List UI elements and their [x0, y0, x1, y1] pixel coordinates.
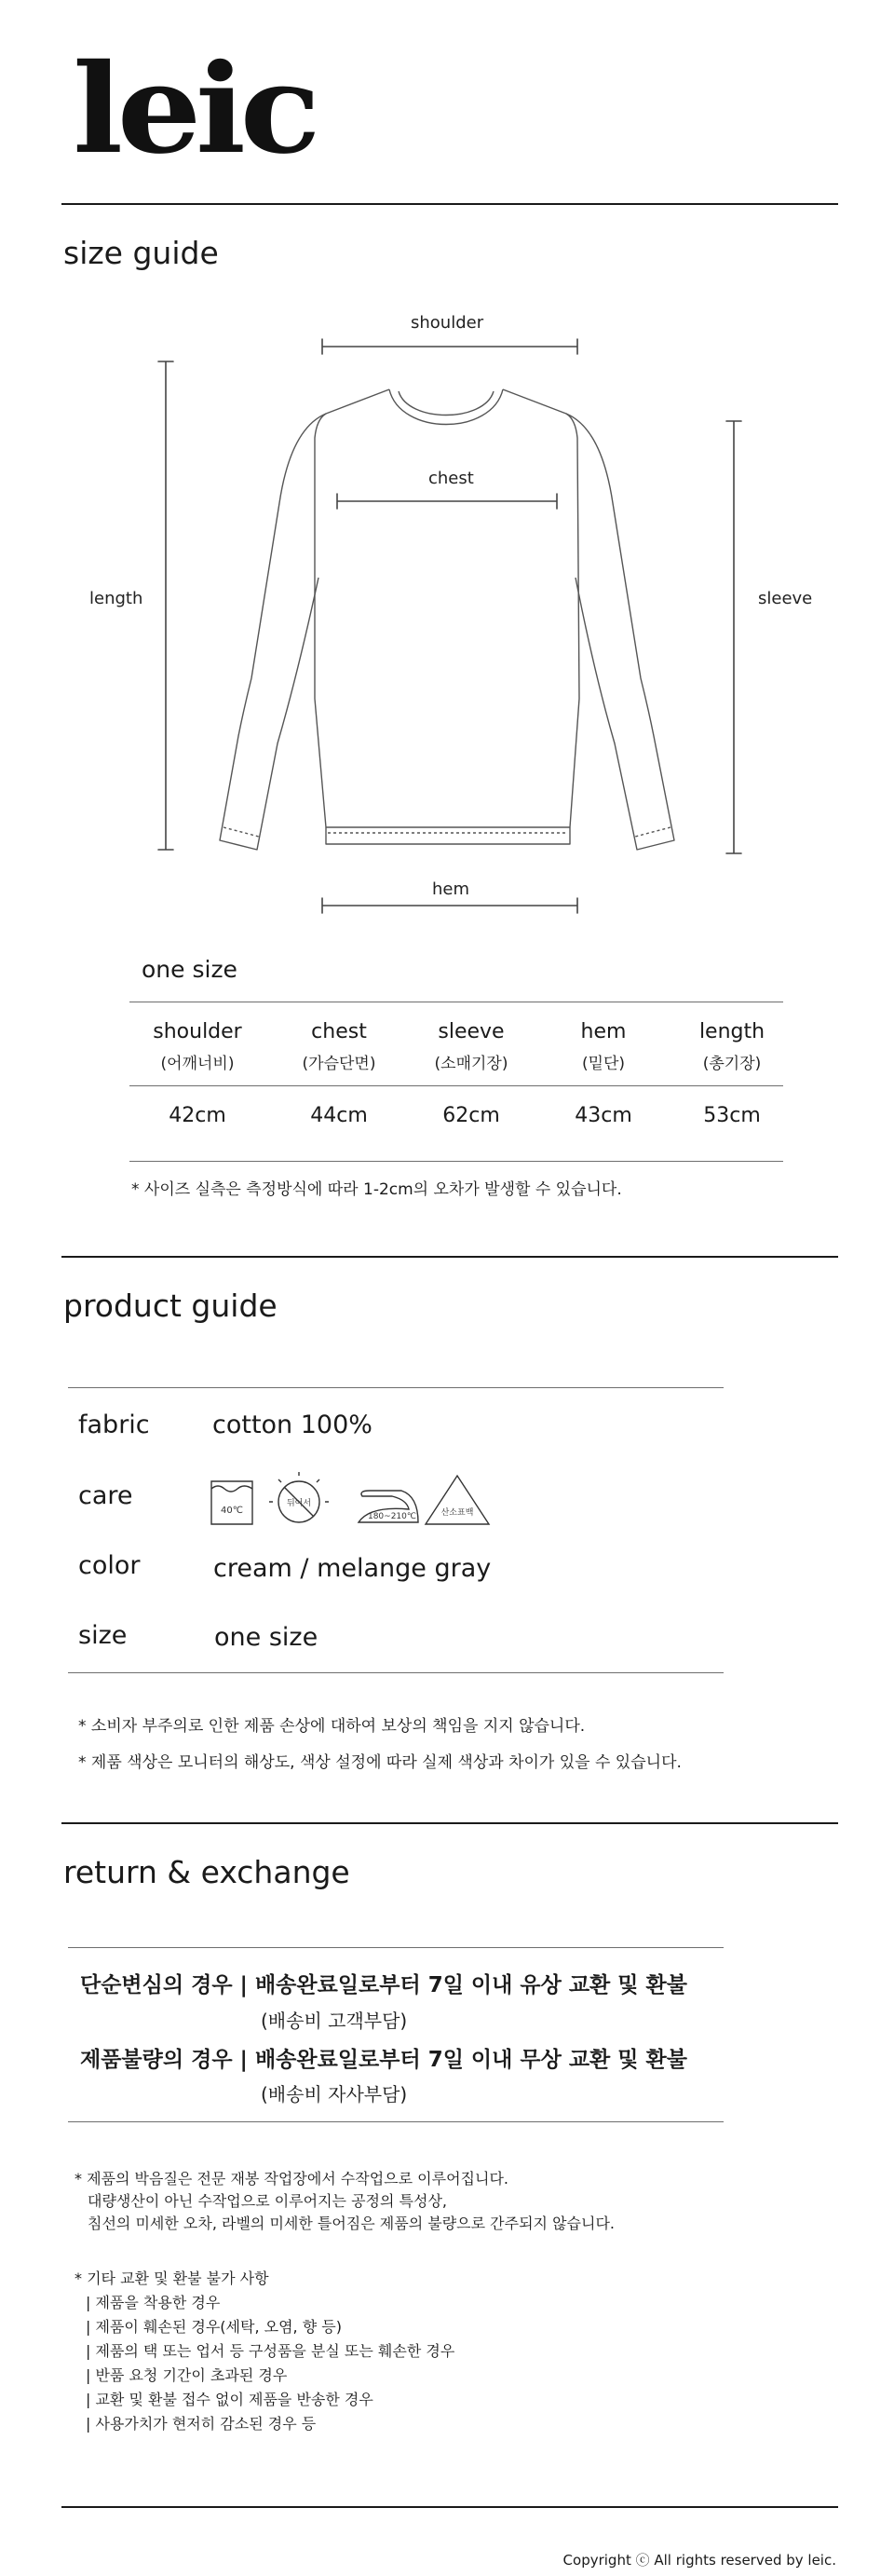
size-note: * 사이즈 실측은 측정방식에 따라 1-2cm의 오차가 발생할 수 있습니다. — [131, 1180, 622, 1199]
length-label: length — [89, 589, 143, 608]
copyright: Copyright ⓒ All rights reserved by leic. — [562, 2552, 836, 2569]
product-note-1: * 소비자 부주의로 인한 제품 손상에 대하여 보상의 책임을 지지 않습니다. — [78, 1717, 586, 1736]
size-label: size — [78, 1621, 128, 1650]
shirt-outline — [220, 389, 674, 850]
value-length: 53cm — [703, 1104, 761, 1127]
care-label: care — [78, 1481, 133, 1510]
product-guide-title: product guide — [63, 1288, 278, 1324]
brand-logo: leic — [73, 37, 315, 182]
column-subheader-length: (총기장) — [702, 1055, 762, 1073]
column-header-sleeve: sleeve — [438, 1020, 505, 1043]
return-bottom-line — [68, 2121, 724, 2122]
value-shoulder: 42cm — [169, 1104, 226, 1127]
column-subheader-hem: (밑단) — [581, 1055, 626, 1073]
bleach-text: 산소표백 — [440, 1508, 474, 1518]
column-subheader-chest: (가슴단면) — [302, 1055, 376, 1073]
list-item: | 사용가치가 현저히 감소된 경우 등 — [86, 2415, 317, 2433]
iron-icon — [359, 1491, 418, 1522]
list-item: | 제품을 착용한 경우 — [86, 2294, 221, 2311]
iron-text: 180~210℃ — [367, 1512, 417, 1521]
value-sleeve: 62cm — [442, 1104, 500, 1127]
no-dryer-text: 뒤어서 — [286, 1499, 312, 1508]
return-top-line — [68, 1947, 724, 1948]
list-item: | 제품이 훼손된 경우(세탁, 오염, 향 등) — [86, 2318, 342, 2336]
handmade-note-line-2: 대량생산이 아닌 수작업으로 이루어지는 공정의 특성상, — [88, 2192, 448, 2210]
list-item: | 제품의 택 또는 업서 등 구성품을 분실 또는 훼손한 경우 — [86, 2342, 455, 2360]
defect-policy: 제품불량의 경우 | 배송완료일로부터 7일 이내 무상 교환 및 환불 — [80, 2048, 687, 2072]
product-note-2: * 제품 색상은 모니터의 해상도, 색상 설정에 따라 실제 색상과 차이가 있을 수 있습니다. — [78, 1753, 682, 1772]
size-guide-title: size guide — [63, 235, 219, 271]
simple-change-shipping: (배송비 고객부담) — [261, 2010, 408, 2032]
defect-shipping: (배송비 자사부담) — [261, 2083, 408, 2106]
divider — [61, 203, 838, 205]
shirt-diagram — [0, 298, 894, 932]
column-header-shoulder: shoulder — [153, 1020, 242, 1043]
divider — [61, 1822, 838, 1824]
list-item: | 반품 요청 기간이 초과된 경우 — [86, 2366, 288, 2384]
handmade-note-line-1: * 제품의 박음질은 전문 재봉 작업장에서 수작업으로 이루어집니다. — [74, 2170, 509, 2188]
table-mid-line — [129, 1085, 783, 1086]
handmade-note-line-3: 침선의 미세한 오차, 라벨의 미세한 틀어짐은 제품의 불량으로 간주되지 않습니다. — [88, 2215, 615, 2232]
wash-40-text: 40℃ — [221, 1506, 243, 1516]
hem-label: hem — [432, 879, 470, 899]
sleeve-dimension-line — [726, 421, 741, 853]
wash-40-icon — [211, 1481, 252, 1524]
care-icons — [210, 1468, 508, 1533]
chest-label: chest — [428, 469, 474, 488]
divider — [61, 1256, 838, 1258]
length-dimension-line — [158, 361, 173, 850]
fabric-label: fabric — [78, 1411, 150, 1439]
list-item: | 교환 및 환불 접수 없이 제품을 반송한 경우 — [86, 2391, 373, 2408]
column-subheader-sleeve: (소매기장) — [434, 1055, 508, 1073]
table-bottom-line — [129, 1161, 783, 1162]
chest-dimension-line — [337, 494, 557, 509]
bleach-icon — [426, 1476, 489, 1524]
size-value: one size — [214, 1623, 318, 1652]
divider — [61, 2506, 838, 2508]
column-header-hem: hem — [580, 1020, 627, 1043]
value-chest: 44cm — [310, 1104, 368, 1127]
column-header-chest: chest — [311, 1020, 367, 1043]
value-hem: 43cm — [575, 1104, 632, 1127]
column-subheader-shoulder: (어깨너비) — [160, 1055, 235, 1073]
shoulder-label: shoulder — [411, 313, 484, 333]
no-dryer-icon — [269, 1472, 329, 1522]
color-value: cream / melange gray — [213, 1554, 492, 1583]
return-exchange-title: return & exchange — [63, 1854, 350, 1890]
column-header-length: length — [698, 1020, 765, 1043]
fabric-value: cotton 100% — [212, 1411, 372, 1439]
size-name: one size — [142, 956, 237, 983]
hem-dimension-line — [322, 898, 577, 913]
color-label: color — [78, 1551, 141, 1580]
exclusions-title: * 기타 교환 및 환불 불가 사항 — [74, 2269, 269, 2287]
simple-change-policy: 단순변심의 경우 | 배송완료일로부터 7일 이내 유상 교환 및 환불 — [80, 1973, 687, 1997]
shoulder-dimension-line — [322, 339, 577, 354]
sleeve-label: sleeve — [758, 589, 813, 608]
product-bottom-line — [68, 1672, 724, 1673]
product-top-line — [68, 1387, 724, 1388]
